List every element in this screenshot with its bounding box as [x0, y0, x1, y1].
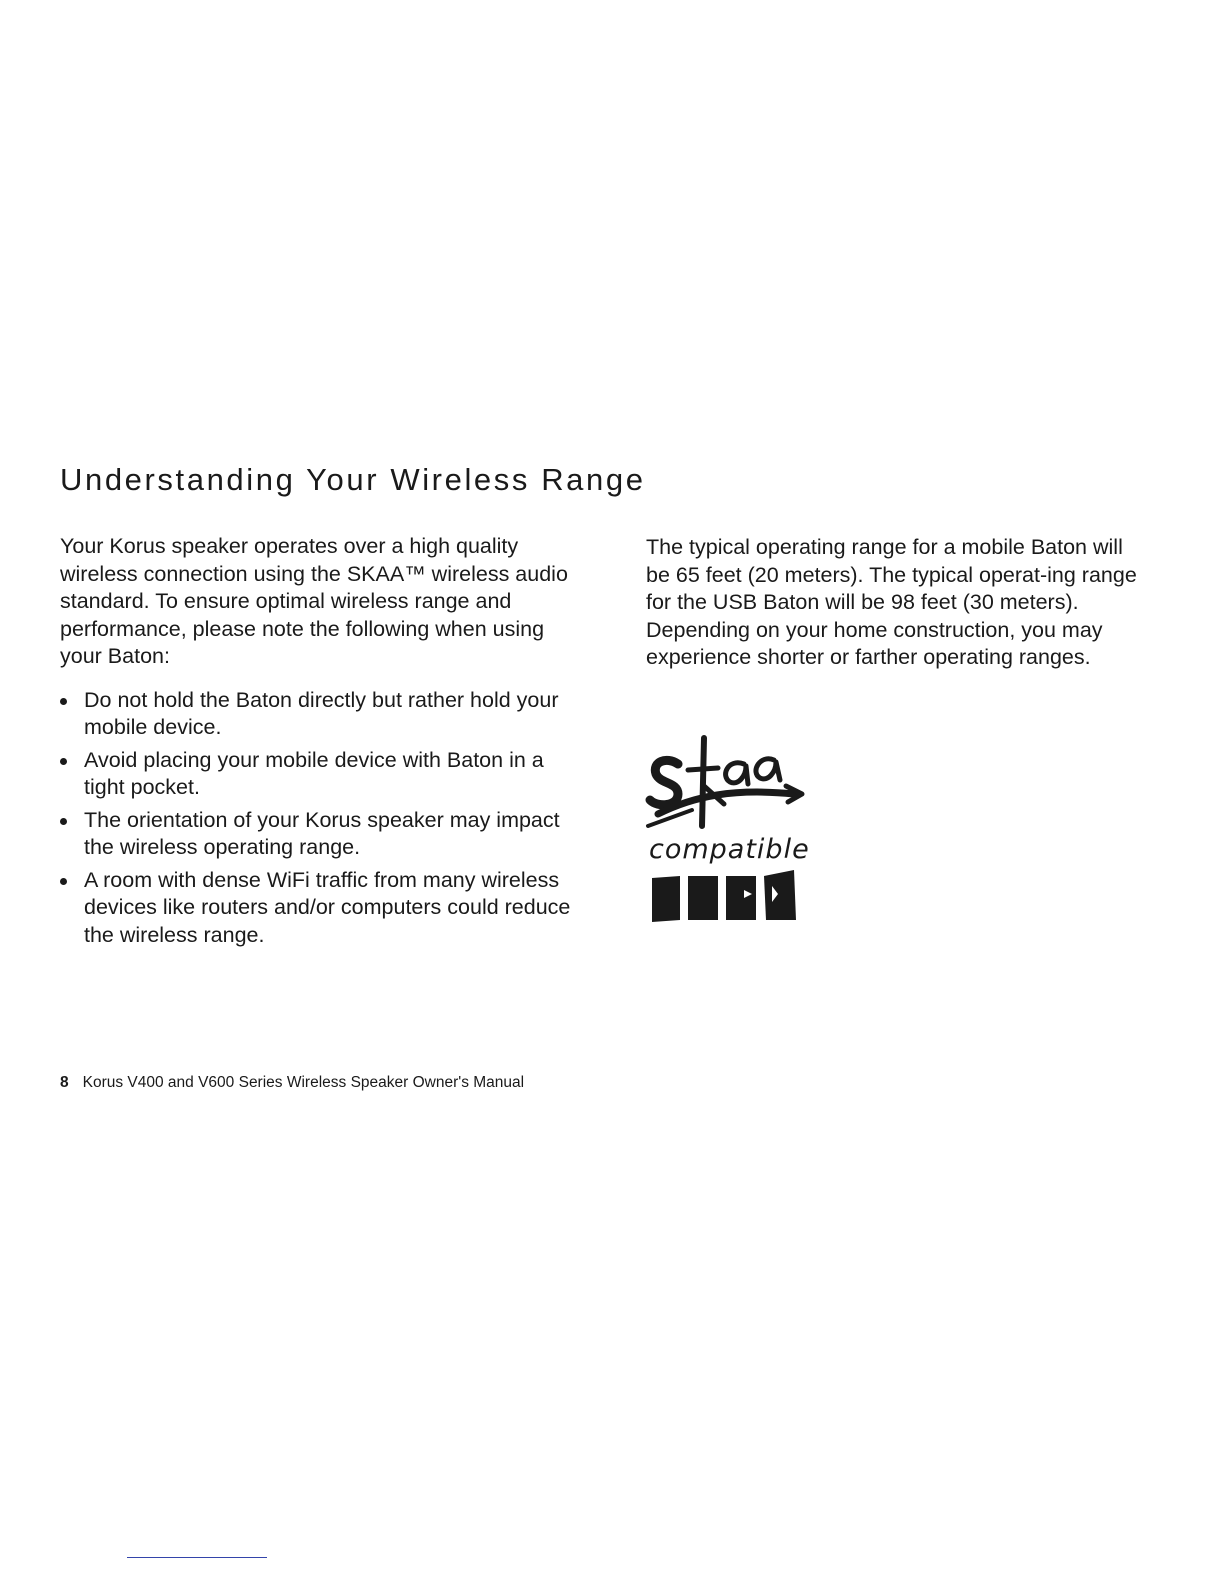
tips-list: [60, 687, 580, 950]
right-column: [646, 534, 1146, 672]
skaa-logo-icon: [644, 730, 809, 925]
bullet-icon: [60, 698, 67, 705]
list-item: [60, 747, 580, 802]
page-number: 8: [60, 1074, 69, 1091]
intro-paragraph: Your Korus speaker operates over a high quality wireless connection using the SKAA™ wireless audio standard. To ensure optimal wireless range and performance, please note the following when using your Baton:: [60, 534, 568, 668]
list-item: [60, 807, 580, 862]
list-item: [60, 867, 580, 950]
divider: [127, 1557, 267, 1558]
list-item: [60, 687, 580, 742]
logo-caption: compatible: [649, 834, 810, 865]
logo-wordmark: [650, 745, 652, 746]
left-column: [60, 533, 580, 954]
list-item-text: Do not hold the Baton directly but rather hold your mobile device.: [84, 687, 559, 739]
page-title: Understanding Your Wireless Range: [60, 462, 646, 497]
bullet-icon: [60, 758, 67, 765]
bullet-icon: [60, 818, 67, 825]
list-item-text: A room with dense WiFi traffic from many wireless devices like routers and/or computers could reduce the wireless range.: [84, 867, 571, 947]
manual-title: Korus V400 and V600 Series Wireless Speaker Owner's Manual: [82, 1074, 525, 1091]
range-paragraph: The typical operating range for a mobile Baton will be 65 feet (20 meters). The typical operat-ing range for the USB Baton will be 98 feet (30 meters). Depending on your home construction, you may experience shorter or farther operating ranges.: [646, 535, 1137, 669]
list-item-text: Avoid placing your mobile device with Baton in a tight pocket.: [84, 747, 544, 799]
list-item-text: The orientation of your Korus speaker may impact the wireless operating range.: [84, 807, 560, 859]
bullet-icon: [60, 878, 67, 885]
page-footer: [60, 1074, 524, 1092]
